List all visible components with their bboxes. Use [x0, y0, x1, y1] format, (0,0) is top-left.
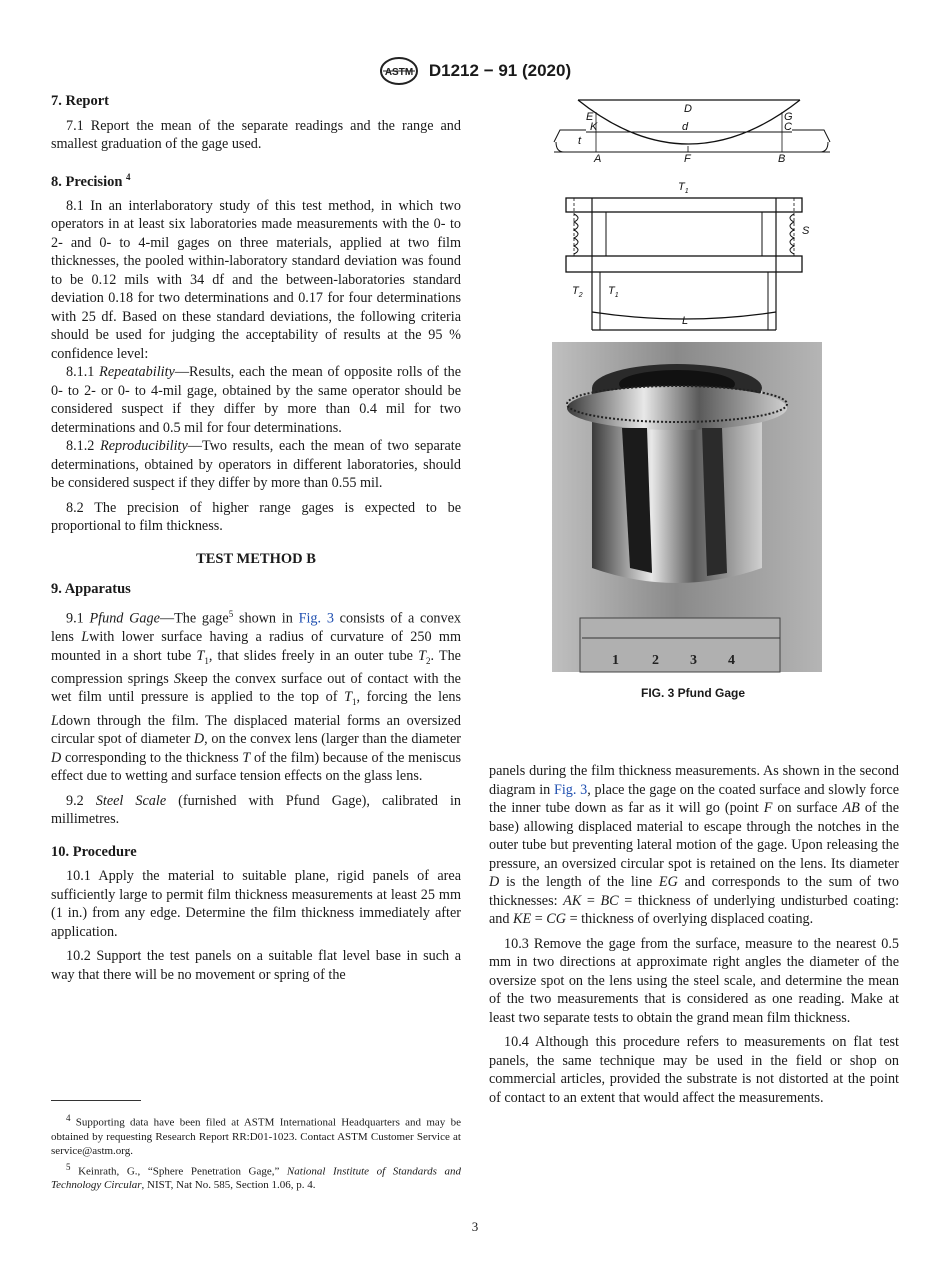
scale-number-4: 4 [728, 653, 735, 668]
assembly-diagram [566, 181, 810, 330]
page-number: 3 [471, 1219, 479, 1234]
label-T2: $T_2$ [572, 285, 583, 299]
paragraph-10-1: 10.1 Apply the material to suitable plane, rigid panels of area sufficiently large to permit film thickness measurements at least 25 mm (1 in.) from any edge. Determine the film thickness immediately after application. [51, 868, 461, 940]
fig3-link[interactable]: Fig. 3 [298, 610, 334, 627]
paragraph-10-2-start: 10.2 Support the test panels on a suitable flat level base in such a way that there will be no movement or spring of the [51, 948, 461, 983]
footnote-rule [51, 1100, 141, 1101]
fig3-link-2[interactable]: Fig. 3 [553, 781, 588, 798]
figure-caption: FIG. 3 Pfund Gage [640, 686, 745, 700]
paragraph-7-1: 7.1 Report the mean of the separate readings and the range and smallest graduation of the gage used. [51, 117, 461, 152]
label-B: B [778, 153, 786, 165]
paragraph-8-1-1: 8.1.1 Repeatability—Results, each the mean of opposite rolls of the 0- to 2- or 0- to 4-mil gage, obtained by the same operator should be considered suspect if they differ by more than 0.4 mil for two determinations and 0.5 mil for four determinations. [51, 364, 461, 436]
paragraph-8-1-2: 8.1.2 Reproducibility—Two results, each the mean of two separate determinations, obtained by operators in different laboratories, should be considered suspect if they differ by more than 0.55 mil. [51, 438, 461, 492]
section-heading-procedure: 10. Procedure [51, 843, 137, 860]
footnote-4: $^4$ Supporting data have been filed at ASTM International Headquarters and may be obtained by requesting Research Report RR:D01-1023. Contact ASTM Customer Service at service@astm.org. [51, 1113, 461, 1157]
standard-designation: D1212 − 91 (2020) [428, 61, 572, 80]
pfund-gage-figure [552, 98, 832, 678]
section-heading-apparatus: 9. Apparatus [51, 581, 131, 598]
label-t: t [578, 135, 582, 147]
label-K: K [590, 121, 598, 133]
label-G: G [784, 111, 793, 123]
paragraph-10-3: 10.3 Remove the gage from the surface, measure to the nearest 0.5 mm in two directions at approximate right angles the diameter of the oversize spot on the lens using the steel scale, and determine the mean of the two measurements that is considered as one reading. Make at least two separate tests to obtain the grand mean film thickness. [489, 935, 899, 1026]
paragraph-8-1: 8.1 In an interlaboratory study of this test method, in which two operators in at least six laboratories made measurements with the 0- to 2- and 0- to 4-mil gages on three materials, applied at two film thicknesses, the pooled within-laboratory standard deviation was found to be 0.12 mils with 34 df and the between-laboratories standard deviation 0.18 for two determinations and 0.17 for four determinations with 25 df. Based on these standard deviations, the following criteria should be used for judging the acceptability of results at the 95 % confidence level: [51, 197, 461, 362]
label-d: d [682, 121, 689, 133]
paragraph-10-4: 10.4 Although this procedure refers to measurements on flat test panels, the same technique may be used in the field or shop on commercial articles, provided the substrate is not distorted at the point of contact to an extent that would affect the measurements. [489, 1034, 899, 1106]
label-L: L [682, 315, 689, 327]
scale-number-3: 3 [690, 653, 697, 668]
page-header [0, 56, 950, 86]
section-heading-precision: 8. Precision $^4$ [51, 171, 131, 190]
scale-number-2: 2 [652, 653, 659, 668]
paragraph-10-2-continued: panels during the film thickness measurements. As shown in the second diagram in Fig. 3, place the gage on the coated surface and slowly force the inner tube down as far as it will go (point F on surface AB of the base) allowing displaced material to escape through the notches in the outer tube but preventing lateral motion of the gage. Upon releasing the pressure, an oversized circular spot is retained on the lens. Its diameter D is the length of the line EG and corresponds to the sum of two thicknesses: AK = BC = thickness of underlying undisturbed coating: and KE = CG = thickness of overlying displaced coating. [489, 763, 900, 927]
label-T1-top: $T_1$ [678, 181, 689, 195]
footnote-ref-4[interactable]: 4 [126, 171, 131, 182]
gage-photo [552, 342, 822, 672]
label-A: A [594, 153, 602, 165]
paragraph-9-1: 9.1 Pfund Gage—The gage$^5$ shown in Fig. 3 consists of a convex lens Lwith lower surface having a radius of curvature of 250 mm mounted in a short tube $T_1$, that slides freely in an outer tube $T_2$. The compression springs Skeep the convex surface out of contact with the wet film until pressure is applied to the top of $T_1$, forcing the lens Ldown through the film. The displaced material forms an oversized circular spot of diameter D, on the convex lens (larger than the diameter D corresponding to the thickness T of the film) because of the meniscus effect due to wetting and surface tension effects on the glass lens. [51, 608, 462, 785]
test-method-b-heading: TEST METHOD B [196, 550, 316, 567]
scale-number-1: 1 [612, 653, 619, 668]
label-E: E [586, 111, 594, 123]
right-column [489, 762, 899, 1113]
cross-section-diagram [554, 100, 830, 165]
label-C: C [784, 121, 792, 133]
label-D: D [684, 103, 692, 115]
label-T1: $T_1$ [608, 285, 619, 299]
left-column [51, 92, 461, 990]
footnote-5: $^5$ Keinrath, G., “Sphere Penetration Gage,” National Institute of Standards and Technology Circular, NIST, Nat No. 585, Section 1.06, p. 4. [51, 1161, 461, 1192]
section-heading-report: 7. Report [51, 93, 109, 109]
paragraph-8-2: 8.2 The precision of higher range gages is expected to be proportional to film thickness. [51, 499, 461, 535]
footnote-ref-5[interactable]: 5 [228, 608, 234, 619]
footnotes [51, 1100, 461, 1194]
astm-logo [379, 56, 419, 86]
label-S: S [802, 225, 810, 237]
figure-3 [552, 98, 832, 683]
paragraph-9-2: 9.2 Steel Scale (furnished with Pfund Gage), calibrated in millimetres. [51, 792, 461, 828]
svg-text:ASTM: ASTM [384, 67, 414, 78]
label-F: F [684, 153, 691, 165]
